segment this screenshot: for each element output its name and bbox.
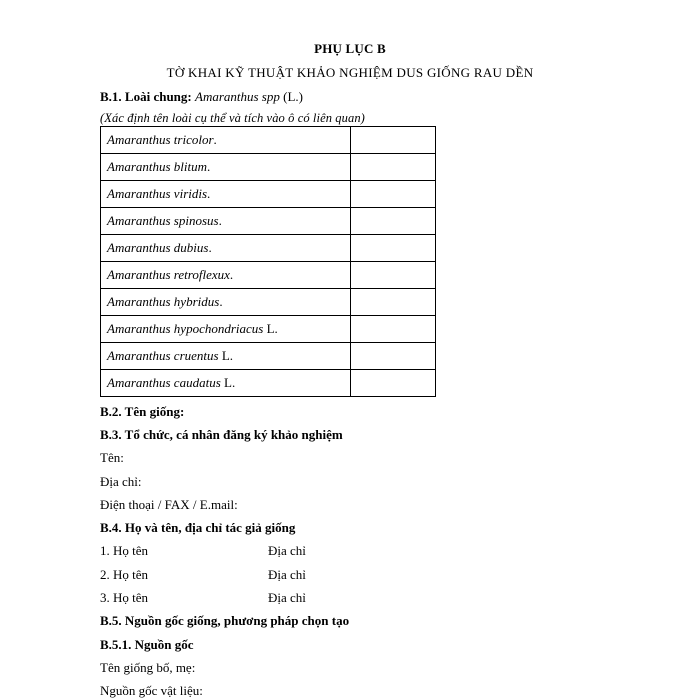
author-row (100, 590, 148, 606)
species-row (101, 289, 436, 316)
author-row (100, 543, 148, 559)
species-name: Amaranthus viridis (107, 186, 208, 201)
species-suffix: . (207, 159, 211, 174)
author-name-label: 3. Họ tên (100, 590, 149, 605)
species-row (101, 181, 436, 208)
species-row (101, 208, 436, 235)
species-suffix: L. (220, 375, 236, 390)
section-b3-label: B.3. Tổ chức, cá nhân đăng ký khảo nghiệm (100, 427, 343, 442)
species-suffix: . (213, 132, 217, 147)
species-name: Amaranthus hypochondriacus (107, 321, 264, 336)
species-checkbox-cell[interactable] (351, 154, 436, 181)
species-suffix: . (218, 213, 222, 228)
species-name-cell (101, 208, 351, 235)
species-name-cell (101, 370, 351, 397)
species-suffix: . (219, 294, 223, 309)
species-name: Amaranthus tricolor (107, 132, 214, 147)
applicant-contact-field: Điện thoại / FAX / E.mail: (100, 497, 238, 512)
species-name: Amaranthus spinosus (107, 213, 219, 228)
species-name: Amaranthus caudatus (107, 375, 221, 390)
species-table (100, 126, 436, 397)
species-name-cell (101, 289, 351, 316)
species-suffix: . (207, 186, 211, 201)
author-name-label: 1. Họ tên (100, 543, 149, 558)
species-name-cell (101, 127, 351, 154)
species-checkbox-cell[interactable] (351, 127, 436, 154)
species-row (101, 262, 436, 289)
species-name-cell (101, 316, 351, 343)
form-title: TỜ KHAI KỸ THUẬT KHẢO NGHIỆM DUS GIỐNG RAU DỀN (166, 65, 534, 80)
species-suffix: . (229, 267, 234, 282)
species-row (101, 127, 436, 154)
author-row (100, 567, 148, 583)
species-name-cell (101, 181, 351, 208)
author-address-label: Địa chỉ (268, 543, 306, 558)
parent-varieties-field: Tên giống bố, mẹ: (100, 660, 196, 675)
species-checkbox-cell[interactable] (351, 316, 436, 343)
species-row (101, 316, 436, 343)
species-name: Amaranthus hybridus (107, 294, 220, 309)
section-b51-label: B.5.1. Nguồn gốc (100, 637, 194, 652)
species-checkbox-cell[interactable] (351, 235, 436, 262)
material-origin-field: Nguồn gốc vật liệu: (100, 683, 203, 698)
section-b1-species: Amaranthus spp (195, 89, 280, 104)
species-checkbox-cell[interactable] (351, 289, 436, 316)
section-b4-label: B.4. Họ và tên, địa chỉ tác giả giống (100, 520, 296, 535)
species-row (101, 154, 436, 181)
species-checkbox-cell[interactable] (351, 370, 436, 397)
species-name-cell (101, 154, 351, 181)
section-b1-note: (Xác định tên loài cụ thể và tích vào ô có liên quan) (100, 111, 365, 125)
appendix-title: PHỤ LỤC B (314, 41, 386, 56)
section-b1-heading (100, 89, 303, 105)
species-checkbox-cell[interactable] (351, 343, 436, 370)
species-checkbox-cell[interactable] (351, 181, 436, 208)
species-name: Amaranthus dubius (107, 240, 209, 255)
author-address-label: Địa chỉ (268, 567, 306, 582)
species-name-cell (101, 235, 351, 262)
section-b2-label: B.2. Tên giống: (100, 404, 185, 419)
section-b5-label: B.5. Nguồn gốc giống, phương pháp chọn tạo (100, 613, 350, 628)
species-checkbox-cell[interactable] (351, 262, 436, 289)
species-row (101, 343, 436, 370)
author-name-label: 2. Họ tên (100, 567, 149, 582)
species-suffix: L. (218, 348, 234, 363)
species-name-cell (101, 343, 351, 370)
section-b1-label: B.1. Loài chung: (100, 89, 192, 104)
applicant-name-field: Tên: (100, 450, 124, 465)
species-suffix: . (208, 240, 212, 255)
species-name: Amaranthus retroflexux (107, 267, 230, 282)
section-b1-author: (L.) (283, 89, 303, 104)
author-address-label: Địa chỉ (268, 590, 306, 605)
species-row (101, 235, 436, 262)
species-checkbox-cell[interactable] (351, 208, 436, 235)
species-suffix: L. (263, 321, 278, 336)
species-row (101, 370, 436, 397)
species-name: Amaranthus cruentus (107, 348, 219, 363)
species-name-cell (101, 262, 351, 289)
species-name: Amaranthus blitum (107, 159, 208, 174)
applicant-address-field: Địa chỉ: (100, 474, 142, 489)
